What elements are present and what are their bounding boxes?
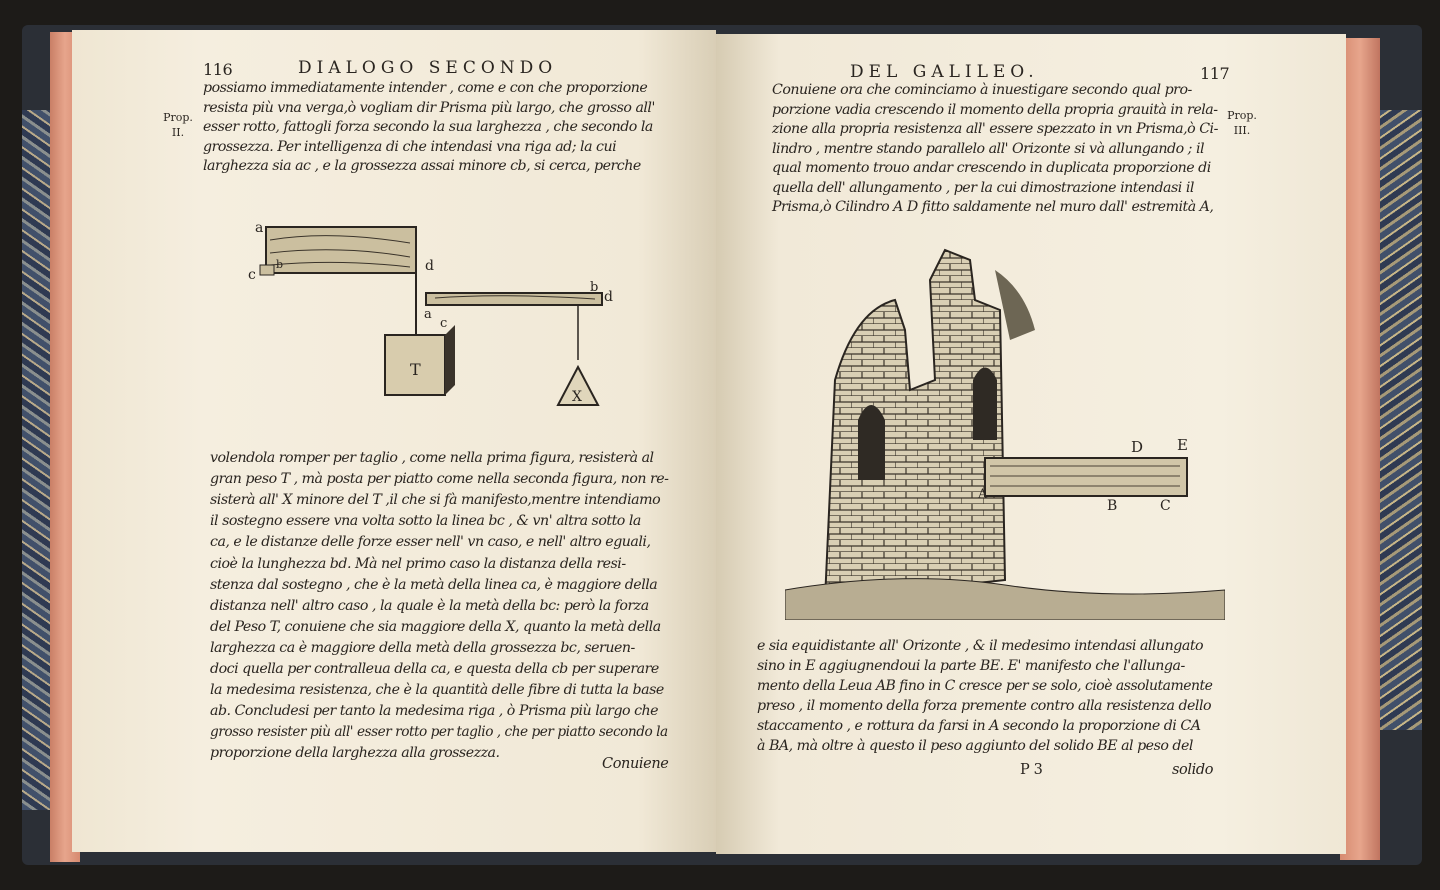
text-line: preso , il momento della forza premente contro alla resistenza dello (757, 698, 1212, 714)
text-line: la medesima resistenza, che è la quantità delle fibre di tutta la base (210, 682, 664, 699)
text-line: qual momento trouo andar crescendo in duplicata proporzione di (772, 160, 1211, 176)
text-line: à BA, mà oltre à questo il peso aggiunto del solido BE al peso del (757, 738, 1193, 754)
text-line: e sia equidistante all' Orizonte , & il medesimo intendasi allungato (757, 638, 1204, 654)
margin-note-line: Prop. (1227, 109, 1257, 122)
figure-label: D (1131, 438, 1144, 456)
figure-label: E (1177, 436, 1188, 454)
figure-label: b (276, 258, 284, 271)
text-line: zione alla propria resistenza all' essere spezzato in vn Prisma,ò Ci- (772, 121, 1218, 137)
figure-label: B (1107, 498, 1118, 514)
figure-label: X (572, 389, 582, 405)
catchword: Conuiene (602, 756, 669, 772)
signature-mark: P 3 (1020, 762, 1043, 778)
marbled-endpaper-right (1378, 110, 1422, 730)
text-line: cioè la lunghezza bd. Mà nel primo caso la distanza della resi- (210, 555, 626, 572)
text-line: del Peso T, conuiene che sia maggiore della X, quanto la metà della (210, 618, 661, 635)
text-line: ab. Concludesi per tanto la medesima riga , ò Prisma più largo che (210, 703, 659, 720)
text-line: stenza dal sostegno , che è la metà della linea ca, è maggiore della (210, 576, 658, 593)
text-line: larghezza sia ac , e la grossezza assai minore cb, si cerca, perche (203, 158, 641, 174)
text-line: larghezza ca è maggiore della metà della grossezza bc, seruen- (210, 639, 635, 656)
running-head: DIALOGO SECONDO (298, 58, 558, 78)
margin-note (1222, 108, 1262, 138)
page-number: 117 (1200, 64, 1230, 83)
text-line: Prisma,ò Cilindro A D fitto saldamente nel muro dall' estremità A, (772, 199, 1214, 215)
figure-label: c (440, 316, 448, 331)
text-line: il sostegno essere vna volta sotto la linea bc , & vn' altra sotto la (210, 513, 641, 530)
text-line: proporzione della larghezza alla grossezza. (210, 745, 500, 762)
text-line: porzione vadia crescendo il momento della propria grauità in rela- (772, 101, 1218, 118)
text-line: Conuiene ora che cominciamo à inuestigare secondo qual pro- (772, 82, 1192, 98)
figure-label: A (978, 487, 988, 502)
text-line: resista più vna verga,ò vogliam dir Prisma più largo, che grosso all' (203, 99, 655, 116)
text-line: esser rotto, fattogli forza secondo la sua larghezza , che secondo la (203, 119, 653, 135)
figure-label: C (1160, 498, 1171, 514)
figure-label: a (255, 220, 264, 236)
margin-note-line: Prop. (163, 111, 193, 124)
beam-figure (240, 215, 640, 415)
text-line: possiamo immediatamente intender , come e con che proporzione (203, 80, 648, 96)
figure-label: c (248, 267, 256, 283)
text-line: sisterà all' X minore del T ,il che si fà manifesto,mentre intendiamo (210, 492, 661, 509)
text-line: quella dell' allungamento , per la cui dimostrazione intendasi il (772, 179, 1194, 196)
margin-note (160, 110, 196, 140)
tower-beam-figure (785, 240, 1225, 620)
figure-label: T (410, 360, 421, 379)
page-number: 116 (203, 60, 233, 79)
figure-label: d (425, 258, 434, 274)
text-line: lindro , mentre stando parallelo all' Orizonte si và allungando ; il (772, 140, 1205, 157)
text-line: doci quella per contralleua della ca, e questa della cb per superare (210, 661, 659, 677)
figure-label: b (590, 280, 599, 295)
text-line: volendola romper per taglio , come nella prima figura, resisterà al (210, 450, 654, 466)
page-edges-right (1340, 38, 1380, 860)
catchword: solido (1172, 762, 1214, 778)
text-line: gran peso T , mà posta per piatto come nella seconda figura, non re- (210, 471, 669, 488)
margin-note-line: II. (171, 126, 185, 139)
margin-note-line: III. (1233, 124, 1251, 137)
text-line: sino in E aggiugnendoui la parte BE. E' manifesto che l'allunga- (757, 658, 1185, 674)
text-line: grossezza. Per intelligenza di che intendasi vna riga ad; la cui (203, 138, 617, 155)
text-line: distanza nell' altro caso , la quale è la metà della bc: però la forza (210, 597, 649, 614)
text-line: staccamento , e rottura da farsi in A secondo la proporzione di CA (757, 718, 1201, 734)
figure-label: a (424, 307, 432, 322)
running-head: DEL GALILEO. (850, 62, 1039, 82)
text-line: grosso resister più all' esser rotto per taglio , che per piatto secondo la (210, 724, 668, 741)
text-line: ca, e le distanze delle forze esser nell' vn caso, e nell' altro eguali, (210, 534, 651, 551)
text-line: mento della Leua AB fino in C cresce per se solo, cioè assolutamente (757, 678, 1213, 694)
figure-label: d (604, 289, 613, 305)
